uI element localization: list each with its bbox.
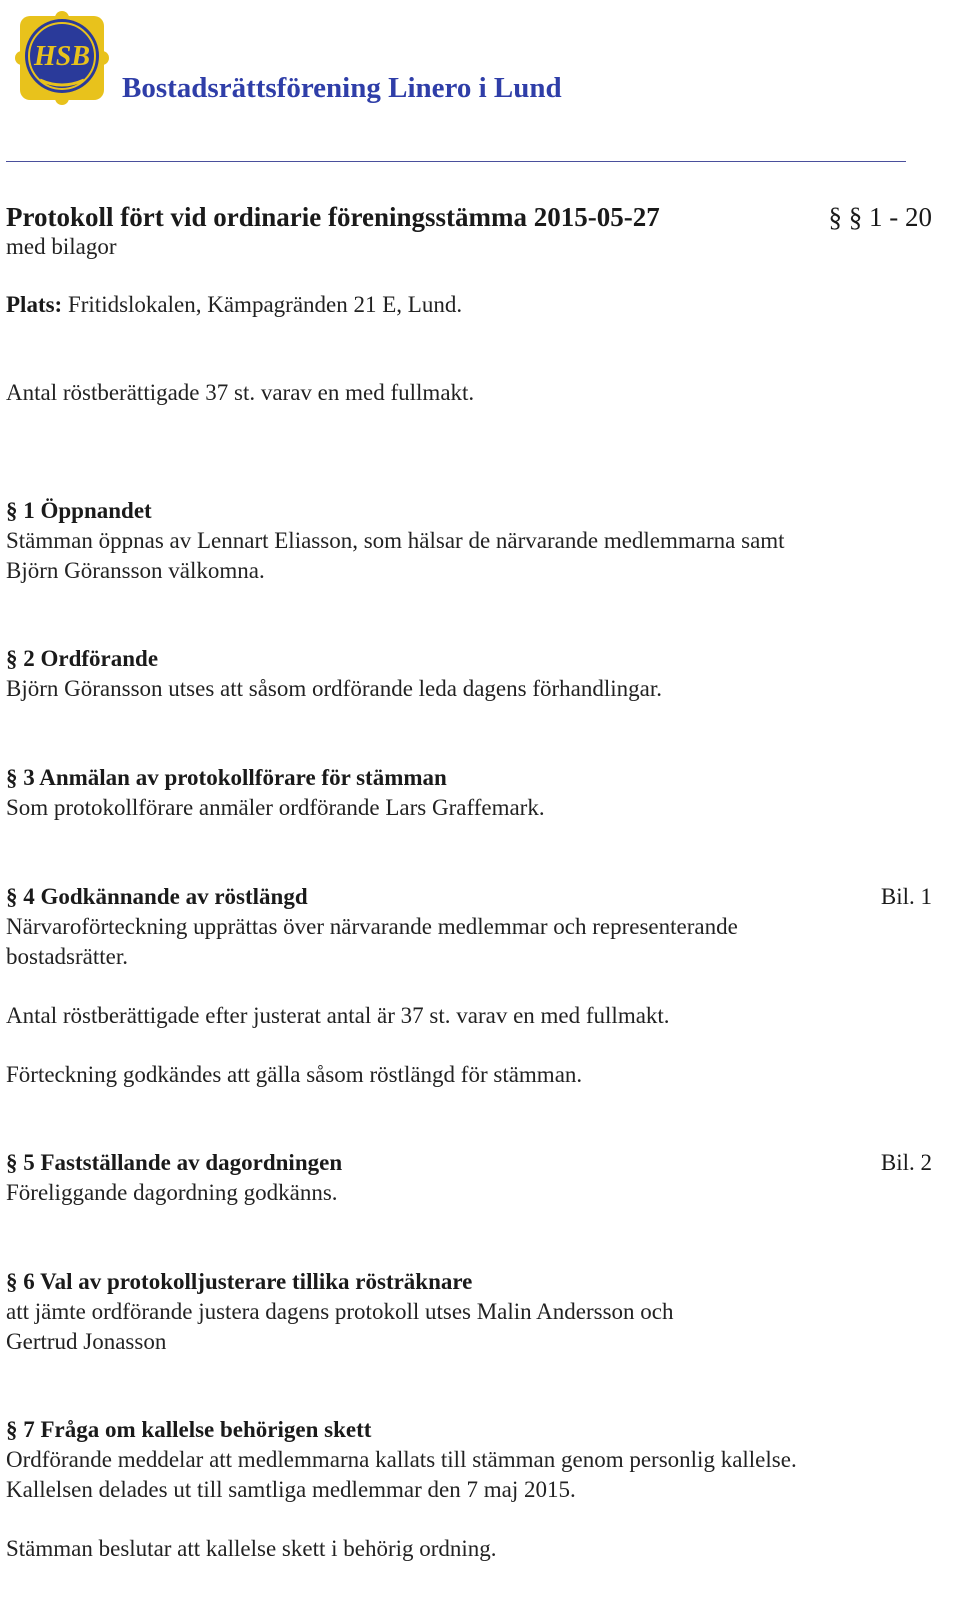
section-text: Ordförande meddelar att medlemmarna kallats till stämman genom personlig kallelse.: [6, 1447, 797, 1472]
voters-line: Antal röstberättigade 37 st. varav en med fullmakt.: [6, 380, 475, 405]
section-4: [6, 882, 932, 1090]
section-3: [6, 763, 932, 823]
section-heading: § 3 Anmälan av protokollförare för stämman: [6, 765, 447, 790]
section-text: Föreliggande dagordning godkänns.: [6, 1180, 338, 1205]
section-heading: § 6 Val av protokolljusterare tillika rösträknare: [6, 1269, 473, 1294]
section-text: Björn Göransson utses att såsom ordförande leda dagens förhandlingar.: [6, 676, 662, 701]
attachment-ref: Bil. 2: [880, 1150, 932, 1175]
section-text: bostadsrätter.: [6, 944, 128, 969]
section-heading-row: [6, 882, 932, 912]
header-divider: [6, 161, 906, 162]
section-text: Förteckning godkändes att gälla såsom röstlängd för stämman.: [6, 1062, 583, 1087]
svg-text:HSB: HSB: [33, 41, 91, 72]
section-text: Som protokollförare anmäler ordförande Lars Graffemark.: [6, 795, 545, 820]
section-2: [6, 644, 932, 704]
section-1: [6, 496, 932, 586]
section-heading: § 1 Öppnandet: [6, 498, 152, 523]
section-text: att jämte ordförande justera dagens protokoll utses Malin Andersson och: [6, 1299, 674, 1324]
section-5: [6, 1148, 932, 1208]
section-7: [6, 1415, 932, 1564]
section-text: Stämman öppnas av Lennart Eliasson, som hälsar de närvarande medlemmarna samt: [6, 528, 785, 553]
section-heading: § 7 Fråga om kallelse behörigen skett: [6, 1417, 372, 1442]
place-line: [6, 290, 932, 320]
section-text: Antal röstberättigade efter justerat antal är 37 st. varav en med fullmakt.: [6, 1003, 670, 1028]
hsb-logo: [10, 8, 114, 108]
letterhead: [10, 8, 930, 108]
section-heading: § 5 Fastställande av dagordningen: [6, 1150, 343, 1175]
section-heading: § 2 Ordförande: [6, 646, 159, 671]
section-heading: § 4 Godkännande av röstlängd: [6, 884, 308, 909]
place-label: Plats:: [6, 292, 63, 317]
org-name: Bostadsrättsförening Linero i Lund: [122, 72, 562, 104]
section-heading-row: [6, 1148, 932, 1178]
section-6: [6, 1267, 932, 1357]
section-text: Kallelsen delades ut till samtliga medlemmar den 7 maj 2015.: [6, 1477, 576, 1502]
section-text: Stämman beslutar att kallelse skett i behörig ordning.: [6, 1536, 497, 1561]
section-text: Björn Göransson välkomna.: [6, 558, 265, 583]
place-value: Fritidslokalen, Kämpagränden 21 E, Lund.: [62, 292, 463, 317]
title-row: [6, 202, 932, 232]
minutes-document: [6, 202, 932, 1564]
section-text: Gertrud Jonasson: [6, 1329, 167, 1354]
document-title: Protokoll fört vid ordinarie föreningsstämma 2015-05-27: [6, 202, 660, 232]
section-text: Närvaroförteckning upprättas över närvarande medlemmar och representerande: [6, 914, 738, 939]
document-subtitle: med bilagor: [6, 234, 117, 259]
paragraph-range: § § 1 - 20: [828, 202, 932, 232]
attachment-ref: Bil. 1: [880, 884, 932, 909]
